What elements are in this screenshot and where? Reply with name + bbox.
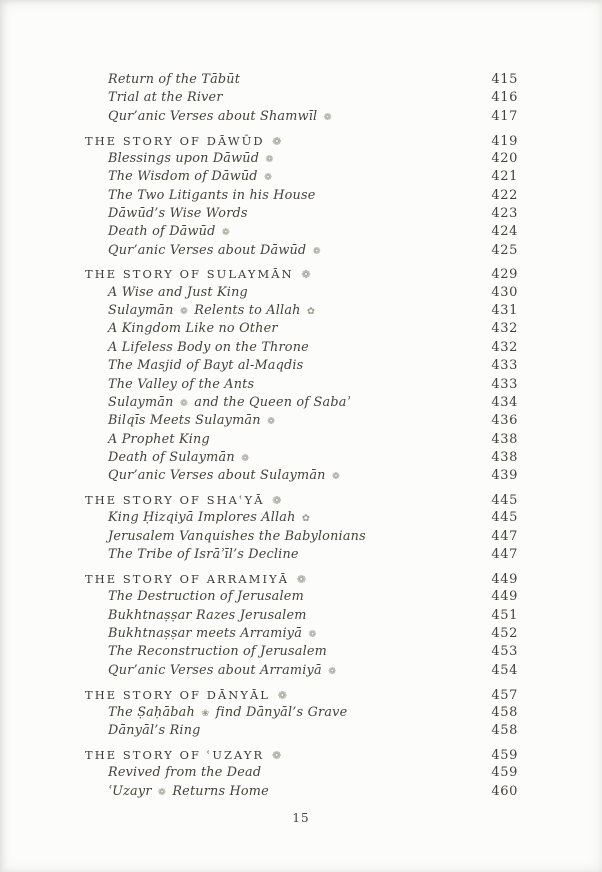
toc-row-label: THE STORY OF DĀNYĀL ❁ [85, 687, 290, 702]
toc-row-page-number: 445 [491, 510, 518, 526]
alayhis-salam-honorific-ornament-icon: ❁ [263, 172, 273, 184]
alayhis-salam-honorific-ornament-icon: ❁ [277, 688, 290, 702]
toc-row-page-number: 439 [491, 468, 518, 484]
toc-section-heading-row [85, 686, 518, 704]
toc-row-page-number: 451 [491, 607, 518, 623]
toc-row-page-number: 459 [491, 748, 518, 764]
toc-row-page-number: 445 [491, 493, 518, 509]
toc-row-label: Sulaymān ❁ Relents to Allah ✿ [108, 303, 316, 319]
toc-row-label: Sulaymān ❁ and the Queen of Sabaʾ [108, 394, 351, 410]
toc-row-page-number: 447 [491, 547, 518, 563]
toc-row-label: The Wisdom of Dāwūd ❁ [108, 169, 273, 185]
allah-honorific-ornament-icon: ✿ [301, 513, 311, 525]
toc-entry-row [85, 509, 518, 527]
toc-row-page-number: 454 [491, 662, 518, 678]
toc-entry-row [85, 394, 518, 412]
alayhis-salam-honorific-ornament-icon: ❁ [241, 452, 250, 464]
toc-entry-row [85, 588, 518, 606]
toc-entry-row [85, 302, 518, 320]
toc-entry-row [85, 783, 518, 801]
alayhis-salam-honorific-ornament-icon: ❁ [328, 665, 337, 677]
toc-row-label: Qur’anic Verses about Arramiyā ❁ [108, 662, 337, 678]
toc-row-page-number: 452 [491, 625, 518, 641]
toc-row-page-number: 453 [491, 644, 518, 660]
toc-entry-row [85, 449, 518, 467]
toc-row-page-number: 420 [491, 150, 518, 166]
toc-entry-row [85, 108, 518, 126]
toc-entry-row [85, 168, 518, 186]
toc-row-label: The Destruction of Jerusalem [108, 589, 304, 605]
toc-row-label: Trial at the River [108, 90, 223, 106]
toc-row-label: Death of Dāwūd ❁ [108, 224, 230, 240]
toc-entry-row [85, 339, 518, 357]
toc-entry-row [85, 284, 518, 302]
toc-entry-row [85, 528, 518, 546]
toc-entry-row [85, 320, 518, 338]
toc-entry-row [85, 205, 518, 223]
toc-entry-row [85, 467, 518, 485]
toc-row-page-number: 421 [491, 169, 518, 185]
toc-row-label: A Prophet King [108, 431, 210, 447]
toc-entry-row [85, 722, 518, 740]
toc-entry-row [85, 607, 518, 625]
toc-entry-row [85, 71, 518, 89]
toc-entry-row [85, 89, 518, 107]
toc-row-label: THE STORY OF SULAYMĀN ❁ [85, 267, 313, 282]
toc-row-label: Jerusalem Vanquishes the Babylonians [108, 528, 366, 544]
toc-row-page-number: 432 [491, 321, 518, 337]
toc-row-page-number: 422 [491, 187, 518, 203]
toc-row-label: A Wise and Just King [108, 284, 248, 300]
toc-row-label: Death of Sulaymān ❁ [108, 449, 250, 465]
alayhis-salam-honorific-ornament-icon: ❁ [301, 268, 313, 282]
toc-row-page-number: 459 [491, 765, 518, 781]
alayhis-salam-honorific-ornament-icon: ❁ [179, 306, 189, 318]
toc-row-label: THE STORY OF ʿUZAYR ❁ [85, 748, 284, 763]
toc-row-label: Bilqīs Meets Sulaymān ❁ [108, 413, 276, 429]
toc-row-label: King Ḥizqiyā Implores Allah ✿ [108, 510, 311, 526]
toc-entry-row [85, 357, 518, 375]
toc-row-page-number: 432 [491, 339, 518, 355]
toc-section-heading-row [85, 265, 518, 283]
toc-row-page-number: 429 [491, 267, 518, 283]
toc-row-page-number: 425 [491, 242, 518, 258]
toc-section-heading-row [85, 491, 518, 509]
toc-row-label: THE STORY OF DĀWŪD ❁ [85, 133, 284, 148]
toc-entry-row [85, 662, 518, 680]
toc-section-heading-row [85, 132, 518, 150]
toc-row-label: The Reconstruction of Jerusalem [108, 644, 327, 660]
toc-row-label: Qur’anic Verses about Shamwīl ❁ [108, 108, 332, 124]
toc-entry-row [85, 643, 518, 661]
toc-entry-row [85, 546, 518, 564]
toc-row-page-number: 415 [491, 72, 518, 87]
alayhis-salam-honorific-ornament-icon: ❁ [312, 245, 321, 257]
toc-row-page-number: 417 [491, 108, 518, 124]
toc-entry-row [85, 764, 518, 782]
alayhis-salam-honorific-ornament-icon: ❁ [221, 227, 230, 239]
toc-row-label: Qur’anic Verses about Dāwūd ❁ [108, 242, 321, 258]
toc-row-label: ʿUzayr ❁ Returns Home [108, 783, 269, 799]
toc-row-label: A Lifeless Body on the Throne [108, 339, 309, 355]
alayhis-salam-honorific-ornament-icon: ❁ [266, 416, 276, 428]
alayhis-salam-honorific-ornament-icon: ❁ [272, 494, 284, 508]
toc-row-page-number: 431 [491, 303, 518, 319]
toc-section-heading-row [85, 570, 518, 588]
alayhis-salam-honorific-ornament-icon: ❁ [331, 471, 341, 483]
toc-row-label: The Tribe of Isrāʾīl’s Decline [108, 547, 299, 563]
toc-row-label: Return of the Tābūt [108, 72, 241, 87]
table-of-contents [85, 71, 518, 801]
toc-entry-row [85, 150, 518, 168]
alayhis-salam-honorific-ornament-icon: ❁ [271, 749, 284, 763]
toc-row-label: Bukhtnaṣṣar Razes Jerusalem [108, 607, 307, 623]
toc-row-page-number: 460 [491, 783, 518, 799]
toc-row-page-number: 447 [491, 528, 518, 544]
toc-row-page-number: 457 [491, 687, 518, 703]
alayhis-salam-honorific-ornament-icon: ❁ [323, 111, 332, 123]
toc-row-label: Dānyāl’s Ring [108, 723, 201, 739]
toc-row-label: The Ṣaḥābah ❀ find Dānyāl’s Grave [108, 704, 348, 720]
alayhis-salam-honorific-ornament-icon: ❁ [272, 134, 284, 148]
toc-row-page-number: 458 [491, 723, 518, 739]
toc-row-label: Revived from the Dead [108, 765, 262, 781]
toc-row-page-number: 449 [491, 589, 518, 605]
toc-row-page-number: 433 [491, 376, 518, 392]
alayhis-salam-honorific-ornament-icon: ❁ [265, 153, 274, 165]
toc-row-label: THE STORY OF SHAʿYĀ ❁ [85, 493, 284, 508]
toc-row-label: Bukhtnaṣṣar meets Arramiyā ❁ [108, 625, 317, 641]
toc-row-label: Blessings upon Dāwūd ❁ [108, 150, 274, 166]
toc-row-page-number: 438 [491, 449, 518, 465]
toc-entry-row [85, 704, 518, 722]
toc-row-label: Qur’anic Verses about Sulaymān ❁ [108, 468, 341, 484]
allah-honorific-ornament-icon: ✿ [306, 306, 316, 318]
toc-row-page-number: 430 [491, 284, 518, 300]
alayhis-salam-honorific-ornament-icon: ❁ [296, 572, 309, 586]
radiallahu-anhum-honorific-ornament-icon: ❀ [201, 707, 210, 719]
alayhis-salam-honorific-ornament-icon: ❁ [308, 628, 317, 640]
toc-entry-row [85, 625, 518, 643]
toc-row-page-number: 419 [491, 133, 518, 149]
toc-row-label: The Two Litigants in his House [108, 187, 316, 203]
toc-row-page-number: 449 [491, 571, 518, 587]
toc-entry-row [85, 431, 518, 449]
toc-row-label: A Kingdom Like no Other [108, 321, 278, 337]
toc-entry-row [85, 376, 518, 394]
toc-row-page-number: 416 [491, 90, 518, 106]
toc-row-page-number: 433 [491, 358, 518, 374]
alayhis-salam-honorific-ornament-icon: ❁ [179, 397, 189, 409]
toc-row-page-number: 424 [491, 224, 518, 240]
toc-row-label: Dāwūd’s Wise Words [108, 205, 248, 221]
alayhis-salam-honorific-ornament-icon: ❁ [157, 786, 167, 798]
toc-row-label: THE STORY OF ARRAMIYĀ ❁ [85, 571, 309, 586]
toc-row-label: The Valley of the Ants [108, 376, 255, 392]
toc-entry-row [85, 223, 518, 241]
toc-rows [85, 71, 518, 801]
toc-row-page-number: 438 [491, 431, 518, 447]
toc-row-label: The Masjid of Bayt al-Maqdis [108, 358, 304, 374]
toc-entry-row [85, 242, 518, 260]
toc-row-page-number: 434 [491, 394, 518, 410]
toc-row-page-number: 436 [491, 413, 518, 429]
toc-entry-row [85, 412, 518, 430]
folio-page-number: 15 [292, 811, 310, 825]
toc-entry-row [85, 187, 518, 205]
toc-row-page-number: 458 [491, 704, 518, 720]
toc-row-page-number: 423 [491, 205, 518, 221]
toc-section-heading-row [85, 746, 518, 764]
